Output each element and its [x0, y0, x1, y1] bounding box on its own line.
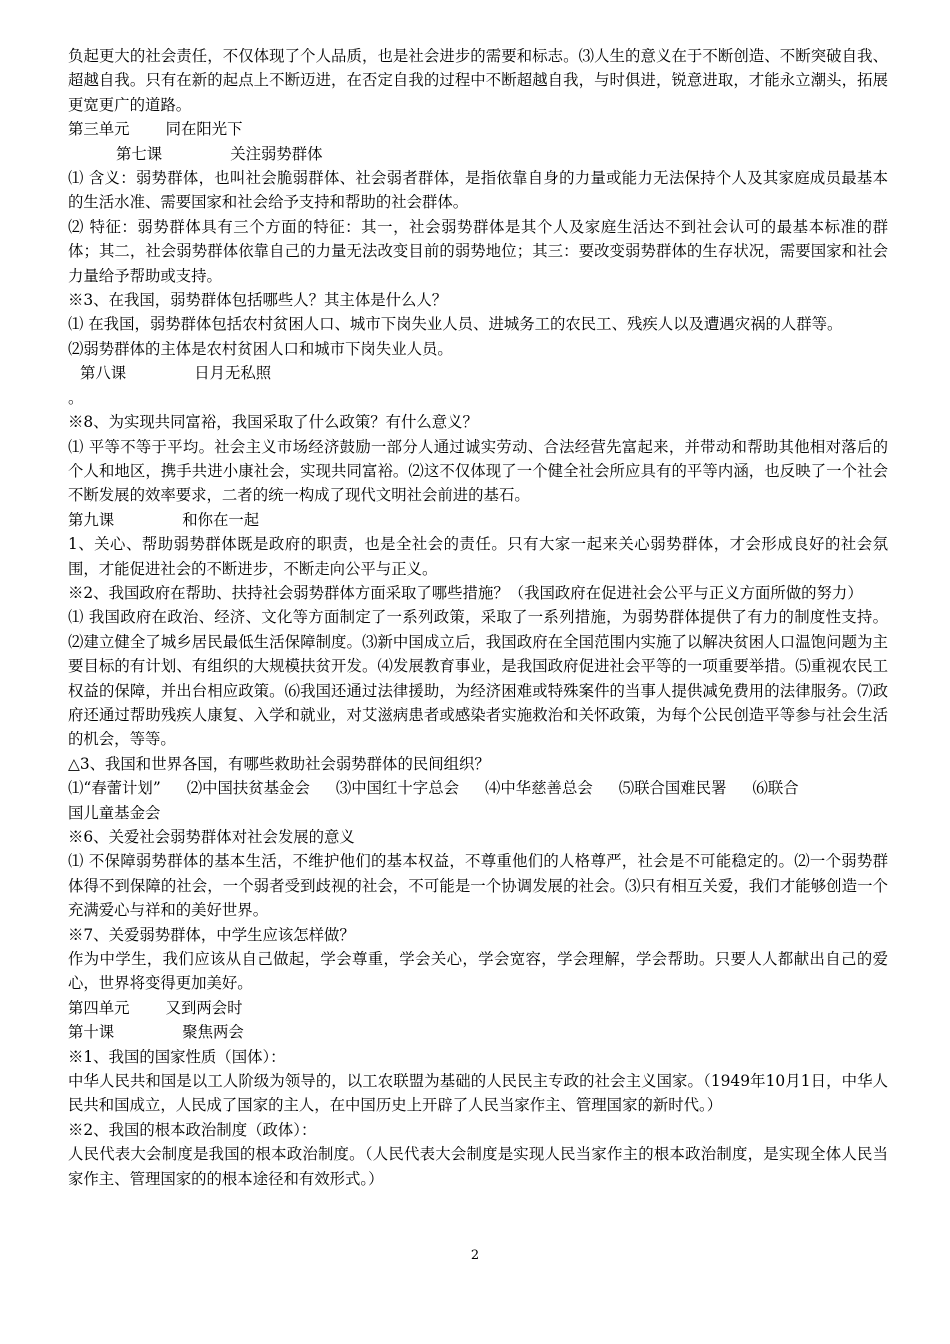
lesson-heading — [68, 1020, 888, 1044]
lesson-title: 和你在一起 — [182, 510, 260, 529]
organization-item: ⑵中国扶贫基金会 — [186, 779, 310, 798]
lesson-label: 第九课 — [68, 510, 115, 529]
question: ※3、在我国，弱势群体包括哪些人？其主体是什么人？ — [68, 291, 448, 310]
paragraph: ⑴ 在我国，弱势群体包括农村贫困人口、城市下岗失业人员、进城务工的农民工、残疾人以及遭遇灾祸的人群等。 — [68, 315, 843, 334]
question: ※2、我国的根本政治制度（政体）： — [68, 1120, 317, 1139]
unit-heading — [68, 996, 888, 1020]
paragraph: 1、关心、帮助弱势群体既是政府的职责，也是全社会的责任。只有大家一起来关心弱势群体，才会形成良好的社会氛围，才能促进社会的不断进步，不断走向公平与正义。 — [68, 535, 888, 578]
question: ※2、我国政府在帮助、扶持社会弱势群体方面采取了哪些措施？（我国政府在促进社会公平与正义方面所做的努力） — [68, 583, 863, 602]
document-page — [68, 44, 888, 1191]
question: ※1、我国的国家性质（国体）： — [68, 1047, 286, 1066]
organization-list — [68, 776, 888, 825]
unit-title: 又到两会时 — [165, 998, 243, 1017]
page-number: 2 — [470, 1248, 480, 1263]
organization-item: ⑷中华慈善总会 — [484, 779, 593, 798]
paragraph: ⑵弱势群体的主体是农村贫困人口和城市下岗失业人员。 — [68, 339, 453, 358]
paragraph: ⑴ 平等不等于平均。社会主义市场经济鼓励一部分人通过诚实劳动、合法经营先富起来，并带动和帮助其他相对落后的个人和地区，携手共进小康社会，实现共同富裕。⑵这不仅体现了一个健全社会所应具有的平等内涵，也反映了一个社会不断发展的效率要求，二者的统一构成了现代文明社会前进的基石。 — [68, 437, 888, 505]
paragraph: ⑴ 不保障弱势群体的基本生活，不维护他们的基本权益，不尊重他们的人格尊严，社会是不可能稳定的。⑵一个弱势群体得不到保障的社会，一个弱者受到歧视的社会，不可能是一个协调发展的社会。⑶只有相互关爱，我们才能够创造一个充满爱心与祥和的美好世界。 — [68, 852, 888, 920]
paragraph: ⑴ 我国政府在政治、经济、文化等方面制定了一系列政策，采取了一系列措施，为弱势群体提供了有力的制度性支持。⑵建立健全了城乡居民最低生活保障制度。⑶新中国成立后，我国政府在全国范围内实施了以解决贫困人口温饱问题为主要目标的有计划、有组织的大规模扶贫开发。⑷发展教育事业，是我国政府促进社会平等的一项重要举措。⑸重视农民工权益的保障，并出台相应政策。⑹我国还通过法律援助，为经济困难或特殊案件的当事人提供减免费用的法律服务。⑺政府还通过帮助残疾人康复、入学和就业，对艾滋病患者或感染者实施救治和关怀政策，为每个公民创造平等参与社会生活的机会，等等。 — [68, 608, 888, 749]
lesson-title: 聚焦两会 — [182, 1023, 244, 1042]
paragraph: ⑵ 特征：弱势群体具有三个方面的特征：其一，社会弱势群体是其个人及家庭生活达不到社会认可的最基本标准的群体；其二，社会弱势群体依靠自己的力量无法改变目前的弱势地位；其三：要改变弱势群体的生存状况，需要国家和社会力量给予帮助或支持。 — [68, 217, 888, 285]
organization-item: ⑴“春蕾计划” — [68, 779, 161, 798]
paragraph: 人民代表大会制度是我国的根本政治制度。（人民代表大会制度是实现人民当家作主的根本政治制度，是实现全体人民当家作主、管理国家的的根本途径和有效形式。） — [68, 1145, 888, 1188]
paragraph: 中华人民共和国是以工人阶级为领导的，以工农联盟为基础的人民民主专政的社会主义国家。（1949年10月1日，中华人民共和国成立，人民成了国家的主人，在中国历史上开辟了人民当家作主、管理国家的新时代。） — [68, 1072, 888, 1115]
lesson-title: 关注弱势群体 — [230, 144, 323, 163]
organization-item-continued: 国儿童基金会 — [68, 803, 161, 822]
organization-item: ⑸联合国难民署 — [618, 779, 727, 798]
unit-label: 第四单元 — [68, 998, 130, 1017]
lesson-heading — [68, 508, 888, 532]
question: ※6、关爱社会弱势群体对社会发展的意义 — [68, 828, 355, 846]
paragraph: ⑴ 含义：弱势群体，也叫社会脆弱群体、社会弱者群体，是指依靠自身的力量或能力无法保持个人及其家庭成员最基本的生活水准、需要国家和社会给予支持和帮助的社会群体。 — [68, 169, 888, 212]
paragraph: 。 — [68, 388, 84, 407]
question: ※7、关爱弱势群体，中学生应该怎样做？ — [68, 925, 355, 944]
question: △3、我国和世界各国，有哪些救助社会弱势群体的民间组织？ — [68, 754, 490, 773]
lesson-label: 第八课 — [80, 364, 127, 383]
lesson-label: 第七课 — [116, 144, 163, 163]
lesson-title: 日月无私照 — [194, 364, 272, 383]
paragraph: 负起更大的社会责任，不仅体现了个人品质，也是社会进步的需要和标志。⑶人生的意义在于不断创造、不断突破自我、超越自我。只有在新的起点上不断迈进，在否定自我的过程中不断超越自我，与时俱进，锐意进取，才能永立潮头，拓展更宽更广的道路。 — [68, 47, 888, 114]
unit-title: 同在阳光下 — [165, 120, 243, 139]
unit-label: 第三单元 — [68, 120, 130, 139]
organization-item: ⑶中国红十字总会 — [335, 779, 459, 798]
lesson-heading — [68, 361, 888, 385]
lesson-heading — [68, 142, 888, 166]
unit-heading — [68, 117, 888, 141]
organization-item: ⑹联合 — [752, 779, 799, 798]
lesson-label: 第十课 — [68, 1023, 115, 1042]
question: ※8、为实现共同富裕，我国采取了什么政策？有什么意义？ — [68, 413, 478, 432]
paragraph: 作为中学生，我们应该从自己做起，学会尊重，学会关心，学会宽容，学会理解，学会帮助。只要人人都献出自己的爱心，世界将变得更加美好。 — [68, 950, 888, 993]
